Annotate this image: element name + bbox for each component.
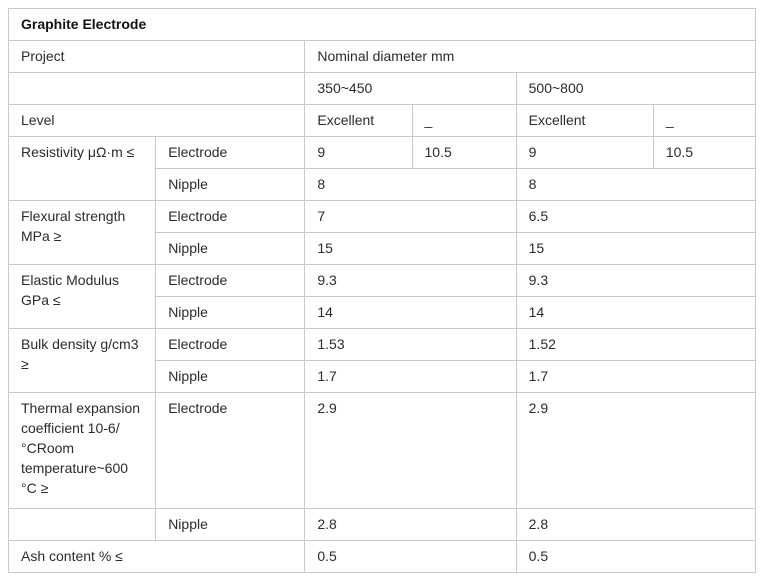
project-label-cell: Project [9, 41, 305, 73]
value-cell: 14 [305, 297, 516, 329]
level-excellent-cell-1: Excellent [305, 105, 412, 137]
title-row [9, 9, 756, 41]
empty-label-cell [9, 509, 156, 541]
value-cell: 1.7 [516, 361, 755, 393]
nipple-type-cell: Nipple [156, 297, 305, 329]
graphite-electrode-spec-table [8, 8, 756, 573]
value-cell: 6.5 [516, 201, 755, 233]
value-cell: 15 [305, 233, 516, 265]
value-cell: 10.5 [653, 137, 755, 169]
value-cell: 8 [305, 169, 516, 201]
empty-header-cell [9, 73, 305, 105]
electrode-type-cell: Electrode [156, 393, 305, 509]
value-cell: 1.52 [516, 329, 755, 361]
diameter-range-350-450-cell: 350~450 [305, 73, 516, 105]
level-dash-cell-1: _ [412, 105, 516, 137]
value-cell: 9 [516, 137, 653, 169]
diameter-range-500-800-cell: 500~800 [516, 73, 755, 105]
level-excellent-cell-2: Excellent [516, 105, 653, 137]
nipple-type-cell: Nipple [156, 509, 305, 541]
property-thermal-expansion-cell: Thermal expansion coefficient 10-6/°CRoom temperature~600 °C ≥ [9, 393, 156, 509]
value-cell: 0.5 [305, 541, 516, 573]
ash-content-row [9, 541, 756, 573]
electrode-type-cell: Electrode [156, 201, 305, 233]
value-cell: 9 [305, 137, 412, 169]
property-elastic-cell: Elastic Modulus GPa ≤ [9, 265, 156, 329]
resistivity-electrode-row [9, 137, 756, 169]
nipple-type-cell: Nipple [156, 169, 305, 201]
elastic-electrode-row [9, 265, 756, 297]
nipple-type-cell: Nipple [156, 361, 305, 393]
value-cell: 0.5 [516, 541, 755, 573]
thermal-nipple-row [9, 509, 756, 541]
bulk-density-electrode-row [9, 329, 756, 361]
electrode-type-cell: Electrode [156, 329, 305, 361]
property-resistivity-cell: Resistivity μΩ·m ≤ [9, 137, 156, 201]
flexural-electrode-row [9, 201, 756, 233]
value-cell: 2.8 [305, 509, 516, 541]
property-bulk-density-cell: Bulk density g/cm3 ≥ [9, 329, 156, 393]
electrode-type-cell: Electrode [156, 137, 305, 169]
value-cell: 2.9 [305, 393, 516, 509]
electrode-type-cell: Electrode [156, 265, 305, 297]
value-cell: 1.7 [305, 361, 516, 393]
value-cell: 14 [516, 297, 755, 329]
thermal-electrode-row [9, 393, 756, 509]
value-cell: 15 [516, 233, 755, 265]
nominal-diameter-cell: Nominal diameter mm [305, 41, 756, 73]
value-cell: 9.3 [305, 265, 516, 297]
value-cell: 2.9 [516, 393, 755, 509]
level-row [9, 105, 756, 137]
level-dash-cell-2: _ [653, 105, 755, 137]
value-cell: 2.8 [516, 509, 755, 541]
value-cell: 10.5 [412, 137, 516, 169]
ash-content-label-cell: Ash content % ≤ [9, 541, 305, 573]
project-row [9, 41, 756, 73]
nipple-type-cell: Nipple [156, 233, 305, 265]
property-flexural-cell: Flexural strength MPa ≥ [9, 201, 156, 265]
table-title: Graphite Electrode [9, 9, 756, 41]
value-cell: 1.53 [305, 329, 516, 361]
level-label-cell: Level [9, 105, 305, 137]
diameter-ranges-row [9, 73, 756, 105]
value-cell: 9.3 [516, 265, 755, 297]
value-cell: 8 [516, 169, 755, 201]
value-cell: 7 [305, 201, 516, 233]
